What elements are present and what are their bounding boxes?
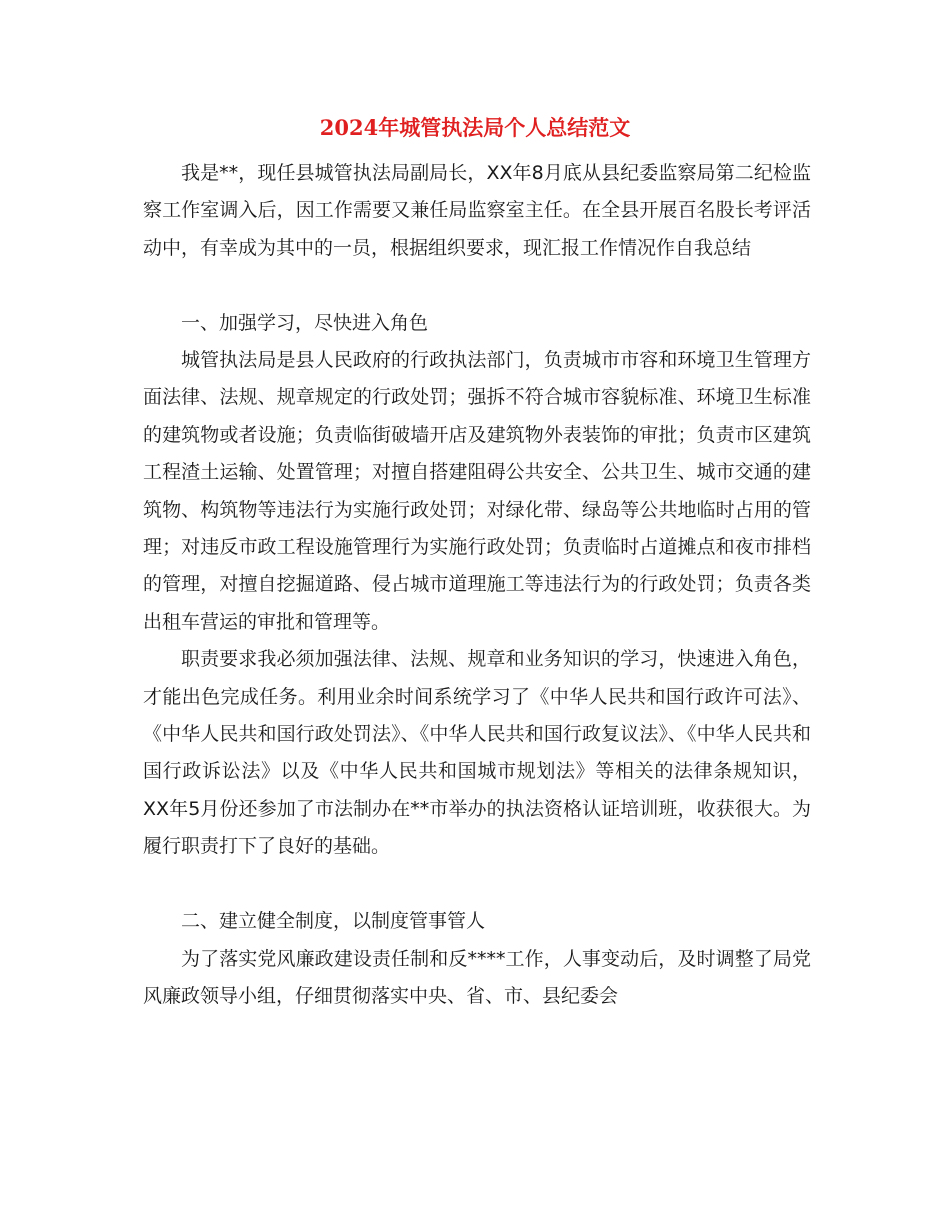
- paragraph-intro: 我是**，现任县城管执法局副局长，XX年8月底从县纪委监察局第二纪检监察工作室调入后，因工作需要又兼任局监察室主任。在全县开展百名股长考评活动中，有幸成为其中的一员，根据组织要求，现汇报工作情况作自我总结: [143, 162, 811, 259]
- section-heading-1: 一、加强学习，尽快进入角色: [181, 311, 429, 334]
- document-body: [143, 155, 811, 1015]
- section-heading-2: 二、建立健全制度，以制度管事管人: [181, 910, 486, 933]
- paragraph-system: 为了落实党风廉政建设责任制和反****工作，人事变动后，及时调整了局党风廉政领导小组，仔细贯彻落实中央、省、市、县纪委会: [143, 947, 811, 1007]
- document-title: 2024年城管执法局个人总结范文: [319, 115, 631, 140]
- paragraph-study: 职责要求我必须加强法律、法规、规章和业务知识的学习，快速进入角色，才能出色完成任务。利用业余时间系统学习了《中华人民共和国行政许可法》、《中华人民共和国行政处罚法》、《中华人民共和国行政复议法》、《中华人民共和国行政诉讼法》以及《中华人民共和国城市规划法》等相关的法律条规知识，XX年5月份还参加了市法制办在**市举办的执法资格认证培训班，收获很大。为履行职责打下了良好的基础。: [143, 648, 811, 858]
- paragraph-duties: 城管执法局是县人民政府的行政执法部门，负责城市市容和环境卫生管理方面法律、法规、规章规定的行政处罚；强拆不符合城市容貌标准、环境卫生标准的建筑物或者设施；负责临街破墙开店及建筑物外表装饰的审批；负责市区建筑工程渣土运输、处置管理；对擅自搭建阻碍公共安全、公共卫生、城市交通的建筑物、构筑物等违法行为实施行政处罚；对绿化带、绿岛等公共地临时占用的管理；对违反市政工程设施管理行为实施行政处罚；负责临时占道摊点和夜市排档的管理，对擅自挖掘道路、侵占城市道理施工等违法行为的行政处罚；负责各类出租车营运的审批和管理等。: [143, 349, 811, 633]
